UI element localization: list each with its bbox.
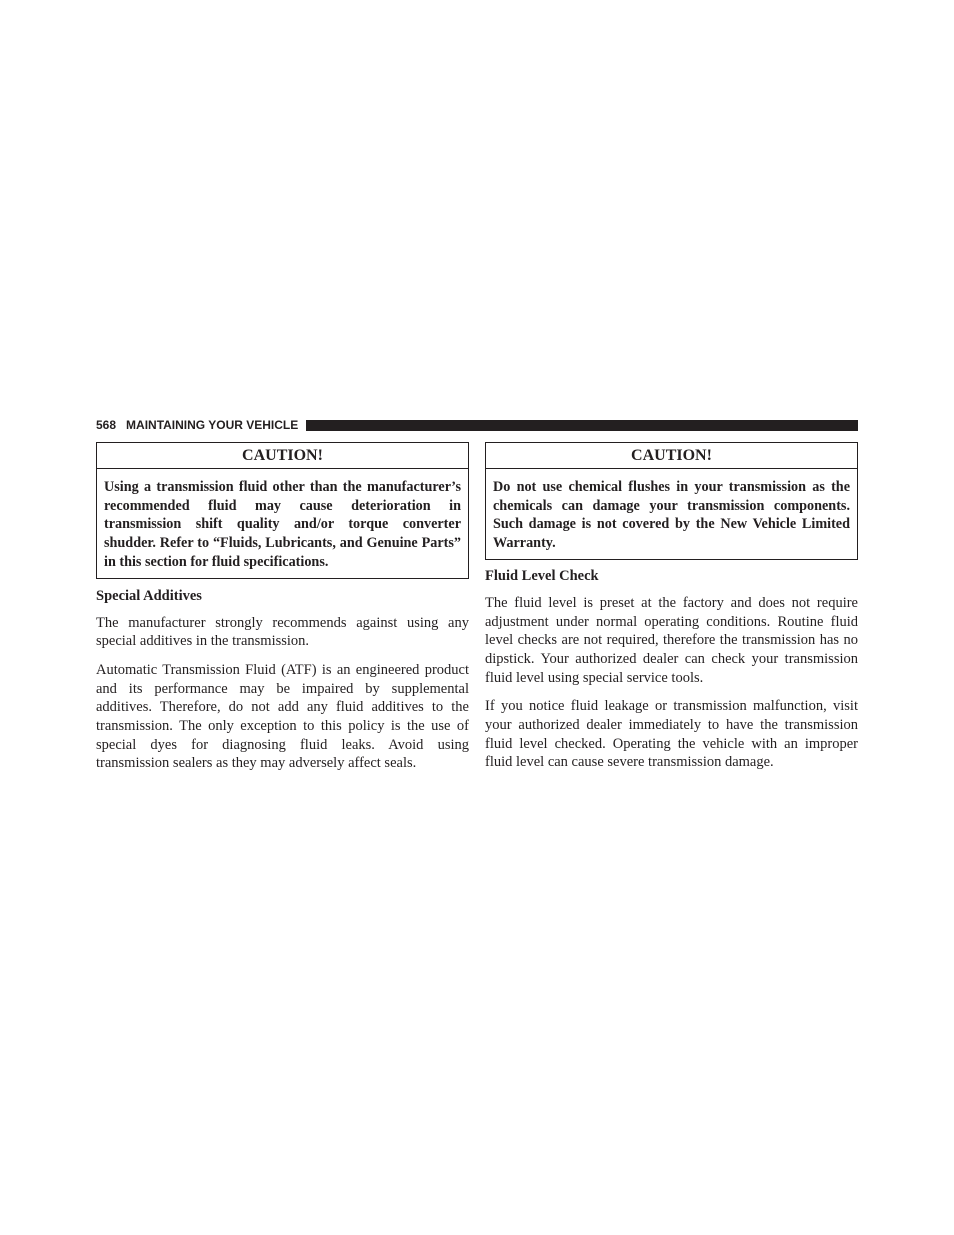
caution-text: Do not use chemical flushes in your transmission as the chemicals can damage your transmission components. Such damage is not covered by the New Vehicle Limited Warranty.	[493, 479, 850, 552]
caution-title: CAUTION!	[486, 443, 857, 469]
caution-box	[96, 442, 469, 579]
page-header	[96, 418, 858, 432]
caution-text: Using a transmission fluid other than the manufacturer’s recommended fluid may cause deterioration in transmission shift quality and/or torque converter shudder. Refer to “Fluids, Lubricants, and Genuine Parts” in this section for fluid specifications.	[104, 479, 461, 570]
caution-title: CAUTION!	[97, 443, 468, 469]
page-number: 568	[96, 418, 117, 432]
left-column	[96, 442, 469, 773]
paragraph: Automatic Transmission Fluid (ATF) is an engineered product and its performance may be impaired by supplemental additives. Therefore, do not add any fluid additives to the transmission. The only exception to this policy is the use of special dyes for diagnosing fluid leaks. Avoid using transmission sealers as they may adversely affect seals.	[96, 661, 469, 772]
caution-box	[485, 442, 858, 560]
right-column	[485, 442, 858, 772]
section-title: MAINTAINING YOUR VEHICLE	[126, 418, 299, 432]
paragraph: The fluid level is preset at the factory and does not require adjustment under normal operating conditions. Routine fluid level checks are not required, therefore the transmission has no dipstick. Your authorized dealer can check your transmission fluid level using special service tools.	[485, 594, 858, 686]
section-heading: Special Additives	[96, 587, 202, 604]
paragraph: If you notice fluid leakage or transmission malfunction, visit your authorized dealer immediately to have the transmission fluid level checked. Operating the vehicle with an improper fluid level can cause severe transmission damage.	[485, 698, 858, 771]
section-heading: Fluid Level Check	[485, 567, 599, 584]
paragraph: The manufacturer strongly recommends against using any special additives in the transmission.	[96, 614, 469, 650]
header-rule	[306, 420, 858, 431]
